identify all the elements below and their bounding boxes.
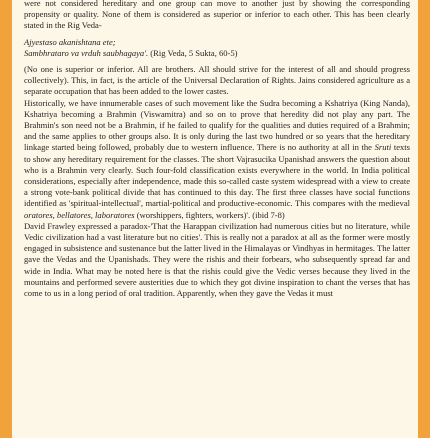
paragraph-3: David Frawley expressed a paradox-'That the Harappan civilization had numerous cities but no literature, while Vedic civilization had a vast literature but no cities'. This is really not a paradox at all as the former were mostly engaged in subsistence and sustenance but the latter lived in the Himalayas or Vindhyas in hermitages. The latter gave the Vedas and the Upanishads. They were the rishis and their forbears, who subsequently spread far and wide in India. What may be noted here is that the rishis could give the Vedic verses because they lived in the mountains and performed severe austerities due to which they got divine inspiration to chant the verses that has come to us in a long period of oral tradition. Apparently, when they gave the Vedas it must (24, 220, 410, 299)
intro-text: were not considered hereditary and one group can move to another just by showing the corresponding propensity or quality. None of them is considered as superior or inferior to each other. This has been clearly stated in the Rig Veda- (24, 0, 410, 31)
verse-quote (24, 37, 410, 59)
paragraph-2-part-a: Historically, we have innumerable cases of such movement like the Sudra becoming a Kshatriya (King Nanda), Kshatriya becoming a Brahmin (Viswamitra) and so on to prove that heredity did not play any part. The Brahmin's son need not be a Brahmin, if he failed to qualify for the qualities and duties required of a Brahmin; and the same applies to other groups also. It is only during the last two hundred or so years that the hereditary linkage started being followed, probably due to western influence. There is no authority at all in the (24, 97, 410, 153)
paragraph-2-italic-latin: oratores, bellatores, laboratores (24, 209, 135, 220)
verse-line-1: Ajyestaso akanishtana ete; (24, 36, 116, 47)
paragraph-2-part-c: (worshippers, fighters, workers)'. (ibid 7-8) (134, 209, 285, 220)
paragraph-2-part-b: texts to show any hereditary requirement for the classes. The short Vajrasucika Upanishad answers the question about who is a Brahmin very clearly. Such four-fold classification exists everywhere in the world. In India political considerations, especially after independence, made this so-called caste system widespread with a view to create a strong vote-bank political divide that has continued to this day. The first three classes have social functions identified as 'spiritual-intellectual', martial-political and productive-economic. This compares with the medieval (24, 142, 410, 209)
paragraph-2 (24, 98, 410, 221)
book-page (12, 0, 418, 438)
verse-line-2-text: Sambhrataro va vrduh saubhagaya'. (24, 47, 149, 58)
verse-line-2 (24, 48, 410, 59)
paragraph-2-italic-sruti: Sruti (374, 142, 392, 153)
paragraph-1: (No one is superior or inferior. All are brothers. All should strive for the interest of all and should progress collectively). This, in fact, is the article of the Universal Declaration of Rights. Jains considered agriculture as a separate occupation that has been added to the lower castes. (24, 64, 410, 97)
verse-citation: (Rig Veda, 5 Sukta, 60-5) (148, 47, 238, 58)
